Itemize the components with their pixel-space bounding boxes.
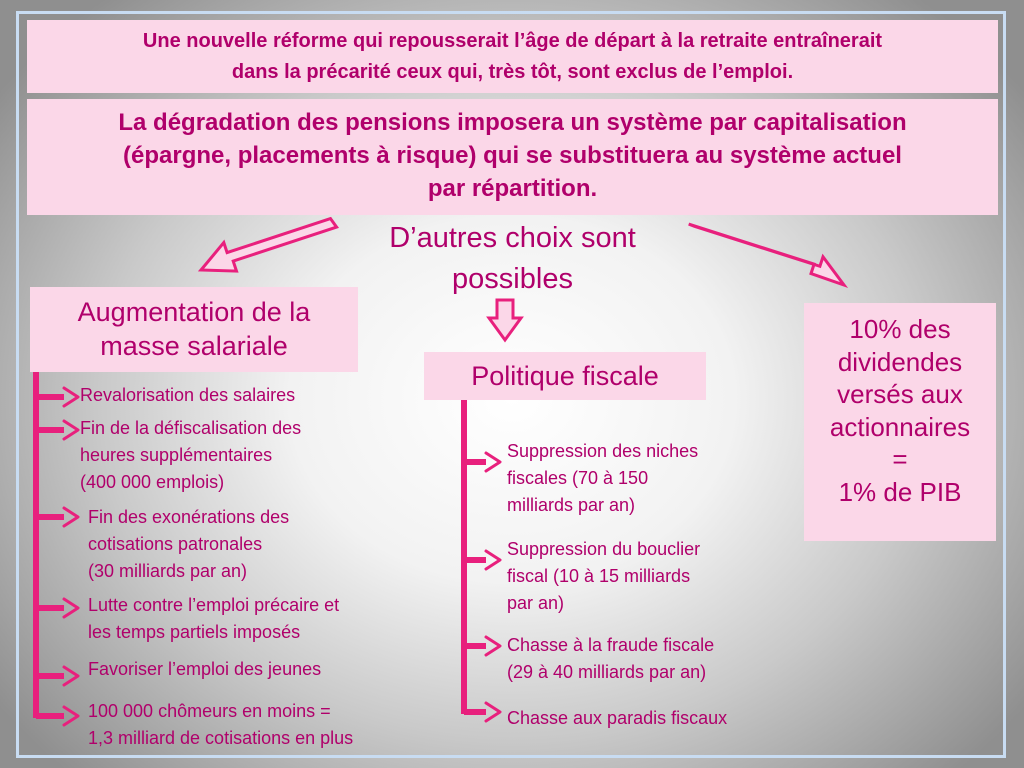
middle-item-2: Suppression du bouclier fiscal (10 à 15 milliards par an) [507, 539, 701, 613]
center-heading-line-2: possibles [452, 263, 573, 295]
arrow-down-icon [489, 300, 521, 340]
chevron-right-icon [486, 453, 500, 471]
header-line-2: dans la précarité ceux qui, très tôt, sont exclus de l’emploi. [231, 61, 794, 83]
subheader-line-1: La dégradation des pensions imposera un système par capitalisation [118, 109, 907, 136]
arrow-left-icon [201, 219, 337, 272]
right-branch-line-2: dividendes [837, 346, 963, 377]
subheader-line-2: (épargne, placements à risque) qui se substituera au système actuel [123, 142, 902, 169]
chevron-right-icon [64, 421, 78, 439]
right-branch-line-1: 10% des [849, 314, 951, 344]
left-branch-title [30, 287, 358, 372]
chevron-right-icon [486, 551, 500, 569]
left-item-6: 100 000 chômeurs en moins = 1,3 milliard de cotisations en plus [88, 701, 354, 748]
chevron-right-icon [486, 703, 500, 721]
chevron-right-icon [64, 707, 78, 725]
chevron-right-icon [486, 637, 500, 655]
center-heading-line-1: D’autres choix sont [389, 222, 636, 254]
middle-item-3: Chasse à la fraude fiscale (29 à 40 milliards par an) [507, 635, 715, 682]
right-branch-line-3: versés aux [837, 379, 963, 409]
left-branch-title-line-2: masse salariale [100, 331, 288, 361]
left-item-1: Revalorisation des salaires [80, 385, 296, 405]
header-line-1: Une nouvelle réforme qui repousserait l’âge de départ à la retraite entraînerait [142, 30, 883, 52]
chevron-right-icon [64, 388, 78, 406]
subheader-line-3: par répartition. [427, 175, 598, 202]
chevron-right-icon [64, 508, 78, 526]
left-item-5: Favoriser l’emploi des jeunes [88, 659, 322, 679]
chevron-right-icon [64, 599, 78, 617]
right-branch-line-5: = [892, 444, 908, 474]
right-branch-line-6: 1% de PIB [838, 476, 962, 507]
left-item-3: Fin des exonérations des cotisations patronales (30 milliards par an) [88, 507, 290, 581]
chevron-right-icon [64, 667, 78, 685]
middle-item-4: Chasse aux paradis fiscaux [507, 708, 728, 728]
arrow-right-icon [689, 224, 844, 285]
left-branch-title-line-1: Augmentation de la [77, 297, 311, 327]
left-bracket [36, 368, 64, 718]
left-item-2: Fin de la défiscalisation des heures supplémentaires (400 000 emplois) [80, 418, 302, 492]
middle-bracket [464, 398, 486, 714]
left-item-4: Lutte contre l’emploi précaire et les temps partiels imposés [88, 595, 340, 642]
middle-branch-title: Politique fiscale [424, 352, 706, 400]
right-branch-line-4: actionnaires [829, 411, 971, 442]
right-branch-box [804, 303, 996, 541]
middle-item-1: Suppression des niches fiscales (70 à 150 milliards par an) [507, 441, 699, 515]
